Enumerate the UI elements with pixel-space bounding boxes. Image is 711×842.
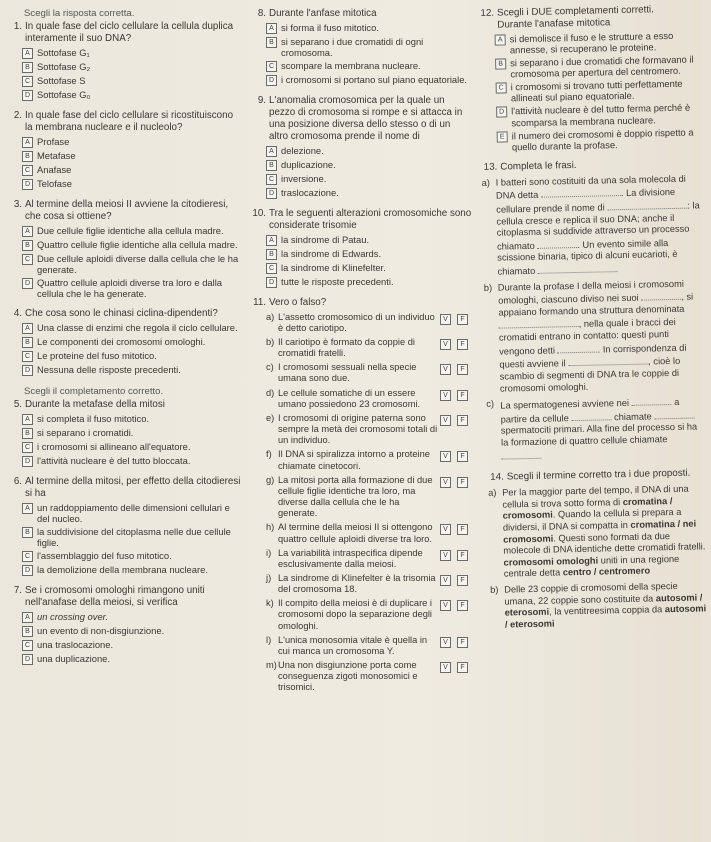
item-statement: Al termine della meiosi II si ottengono quattro cellule aploidi diverse tra loro. (278, 522, 433, 544)
option-text: si separano i due cromatidi di ogni cromosoma. (281, 35, 424, 59)
sentence-part: . Quando la cellula si prepara a dividersi, il DNA si compatta in (502, 507, 682, 533)
sentence-part: chiamate (613, 411, 652, 422)
sentence-part: : la cellula cresce e replica il suo DNA; anche il citoplasma si suddivide attraverso un processo chiamato (496, 200, 700, 252)
item-letter: i) (266, 547, 272, 558)
option-text: delezione. (281, 144, 324, 156)
option-b[interactable] (22, 427, 242, 439)
true-checkbox[interactable]: V (440, 364, 451, 375)
option-c[interactable] (22, 639, 242, 651)
true-false-item (266, 475, 472, 520)
blank-field[interactable] (571, 410, 611, 421)
false-checkbox[interactable]: F (457, 550, 468, 561)
sentence-part: La spermatogenesi avviene nei (500, 398, 630, 411)
checkbox[interactable]: C (266, 174, 277, 185)
option-d[interactable] (22, 277, 242, 299)
option-text: l'attività nucleare è del tutto bloccata. (37, 454, 191, 466)
item-letter: e) (266, 412, 275, 423)
checkbox[interactable]: A (22, 323, 33, 334)
checkbox[interactable]: A (266, 23, 277, 34)
option-text: la sindrome di Edwards. (281, 247, 382, 259)
fill-in-c (486, 394, 707, 463)
true-checkbox[interactable]: V (440, 524, 451, 535)
blank-field[interactable] (538, 262, 618, 274)
false-checkbox[interactable]: F (457, 451, 468, 462)
question-number: 5. (13, 399, 22, 410)
item-letter: j) (266, 572, 272, 583)
checkbox[interactable]: C (266, 263, 277, 274)
question-14 (488, 467, 711, 631)
false-checkbox[interactable]: F (457, 637, 468, 648)
term-choice[interactable]: cromatina / cromosomi (502, 495, 673, 521)
checkbox[interactable]: A (22, 48, 33, 59)
false-checkbox[interactable]: F (457, 314, 468, 325)
column-left (6, 8, 242, 674)
question-2 (6, 110, 242, 190)
item-statement: La sindrome di Klinefelter è la trisomia del cromosoma 18. (278, 572, 436, 595)
option-text: scompare la membrana nucleare. (281, 60, 421, 72)
true-checkbox[interactable]: V (440, 339, 451, 350)
sentence-part: a partire da cellule (500, 396, 680, 425)
option-text: Due cellule figlie identiche alla cellula madre. (37, 224, 224, 236)
sub-letter: c) (486, 398, 495, 410)
option-text: si separano i cromatidi. (37, 426, 134, 438)
question-text: Che cosa sono le chinasi ciclina-dipendenti? (25, 308, 218, 320)
term-choice[interactable]: autosomi / eterosomi (504, 603, 707, 630)
option-a[interactable] (22, 225, 242, 237)
option-b[interactable] (22, 336, 242, 348)
true-checkbox[interactable]: V (440, 451, 451, 462)
option-text: Le proteine del fuso mitotico. (37, 349, 157, 361)
option-c[interactable] (496, 78, 700, 104)
option-text: Sottofase S (37, 74, 86, 86)
checkbox[interactable]: B (22, 62, 33, 73)
option-text: Metafase (37, 149, 76, 161)
checkbox[interactable]: C (22, 351, 33, 362)
true-false-item (266, 522, 472, 544)
option-text: l'assemblaggio del fuso mitotico. (37, 550, 172, 562)
term-choice[interactable]: cromatina / nei cromosomi (503, 518, 697, 545)
option-text: si separano i due cromatidi che formavano il cromosoma per apertura del centromero. (510, 53, 694, 80)
question-text: Al termine della meiosi II avviene la citodieresi, che cosa si ottiene? (25, 198, 229, 222)
option-text: Sottofase G₂ (37, 60, 91, 72)
true-checkbox[interactable]: V (440, 415, 451, 426)
question-text: Durante l'anfase mitotica (269, 8, 377, 19)
true-checkbox[interactable]: V (440, 314, 451, 325)
true-checkbox[interactable]: V (440, 662, 451, 673)
question-text: Durante la metafase della mitosi (25, 399, 165, 410)
item-letter: k) (266, 598, 274, 609)
option-d[interactable] (22, 89, 242, 101)
checkbox[interactable]: D (22, 565, 33, 576)
option-text: Telofase (37, 177, 72, 189)
sentence-part: , la ventitreesima coppia da (548, 604, 663, 617)
checkbox[interactable]: A (22, 137, 33, 148)
true-checkbox[interactable]: V (440, 637, 451, 648)
option-c[interactable] (22, 75, 242, 87)
option-text: si demolisce il fuso e le strutture a esso annesse, si recuperano le proteine. (509, 29, 674, 56)
checkbox[interactable]: C (22, 442, 33, 453)
option-text: si completa il fuso mitotico. (37, 412, 150, 424)
option-text: Quattro cellule figlie identiche alla cellula madre. (37, 238, 238, 250)
item-letter: g) (266, 474, 275, 485)
question-number: 11. (253, 296, 266, 308)
option-text: la sindrome di Patau. (281, 233, 370, 245)
sub-letter: a) (488, 487, 497, 498)
true-false-item (266, 388, 472, 410)
true-false-item (266, 413, 472, 446)
option-text: una duplicazione. (37, 653, 110, 665)
sub-letter: a) (481, 177, 491, 188)
question-instruction: Scegli il termine corretto tra i due proposti. (506, 467, 691, 483)
term-choice[interactable]: autosomi / eterosomi (504, 592, 703, 618)
checkbox[interactable]: D (266, 188, 277, 199)
checkbox[interactable]: D (266, 75, 277, 86)
true-checkbox[interactable]: V (440, 550, 451, 561)
sentence-part: Durante la profase I della meiosi i cromosomi omologhi, ciascuno diviso nei suoi (497, 278, 684, 306)
option-text: Due cellule aploidi diverse dalla cellula che le ha generate. (37, 252, 239, 275)
sentence-part: . In corrispondenza di questi avviene il (499, 342, 687, 370)
option-c[interactable] (22, 253, 242, 275)
option-c[interactable] (22, 441, 242, 453)
question-number: 2. (13, 109, 22, 121)
blank-field[interactable] (557, 342, 597, 353)
true-checkbox[interactable]: V (440, 575, 451, 586)
true-false-item (266, 635, 472, 657)
fill-in-a (482, 173, 704, 278)
option-text: l'attività nucleare è del tutto ferma perché è scomparsa la membrana nucleare. (511, 102, 691, 128)
option-c[interactable] (266, 60, 472, 72)
checkbox[interactable]: B (266, 37, 277, 48)
question-number: 13. (483, 161, 498, 173)
option-text: il numero dei cromosomi è doppio rispetto a quello durante la profase. (511, 126, 694, 153)
item-letter: a) (266, 311, 275, 322)
blank-field[interactable] (654, 408, 694, 419)
option-text: una traslocazione. (37, 639, 114, 651)
question-number: 14. (490, 471, 504, 484)
option-b[interactable] (495, 53, 699, 79)
option-e[interactable] (497, 126, 701, 152)
blank-field[interactable] (641, 290, 681, 301)
checkbox[interactable]: D (22, 654, 33, 665)
option-a[interactable] (266, 234, 472, 246)
option-c[interactable] (22, 164, 242, 176)
blank-field[interactable] (537, 238, 577, 249)
false-checkbox[interactable]: F (457, 575, 468, 586)
item-letter: l) (266, 634, 272, 645)
sentence-part: Delle 23 coppie di cromosomi della specie umana, 22 coppie sono costituite da (504, 580, 678, 607)
instruction-choose-completion: Scegli il completamento corretto. (24, 385, 164, 397)
option-a[interactable] (22, 136, 242, 148)
item-statement: L'assetto cromosomico di un individuo è detto cariotipo. (278, 311, 435, 333)
question-9 (250, 95, 472, 199)
question-text: L'anomalia cromosomica per la quale un pezzo di cromosoma si rompe e si attacca in una posizione diversa dello stesso o di un altro cromosoma prende il nome di (269, 95, 463, 142)
question-number: 9. (257, 95, 266, 107)
option-d[interactable] (266, 276, 472, 288)
question-4 (6, 308, 242, 376)
option-d[interactable] (22, 364, 242, 376)
question-text: Al termine della mitosi, per effetto della citodieresi si ha (25, 475, 241, 499)
option-text: un evento di non-disgiunzione. (37, 625, 165, 637)
sentence-part: , cioè lo scambio di segmenti di DNA tra le coppie di cromosomi omologhi. (499, 356, 681, 394)
checkbox[interactable]: B (266, 249, 277, 260)
option-text: Quattro cellule aploidi diverse tra loro e dalla cellula che le ha generate. (37, 276, 222, 299)
question-number: 4. (13, 308, 22, 320)
question-1 (6, 21, 242, 101)
item-statement: Il compito della meiosi è di duplicare i cromosomi dopo la separazione degli omologhi. (278, 598, 433, 631)
option-text: traslocazione. (281, 186, 339, 198)
term-choice[interactable]: cromosomi omologhi (503, 555, 599, 568)
checkbox[interactable]: B (22, 240, 33, 251)
item-letter: c) (266, 362, 274, 373)
false-checkbox[interactable]: F (457, 524, 468, 535)
question-5 (6, 399, 242, 467)
item-statement: Il cariotipo è formato da coppie di cromatidi fratelli. (278, 337, 415, 359)
option-b[interactable] (22, 61, 242, 73)
question-6 (6, 476, 242, 576)
false-checkbox[interactable]: F (457, 662, 468, 673)
option-a[interactable] (266, 22, 472, 34)
option-d[interactable] (22, 455, 242, 467)
option-a[interactable] (22, 502, 242, 524)
true-false-item (266, 449, 472, 471)
checkbox[interactable]: A (22, 612, 33, 623)
question-12 (478, 3, 701, 152)
option-text: duplicazione. (281, 158, 336, 170)
question-text: Vero o falso? (269, 296, 327, 308)
option-text: la suddivisione del citoplasma nelle due cellule figlie. (37, 526, 231, 549)
checkbox[interactable]: B (22, 428, 33, 439)
true-checkbox[interactable]: V (440, 600, 451, 611)
true-false-item (266, 573, 472, 595)
true-false-item (266, 362, 472, 384)
checkbox[interactable]: A (495, 34, 506, 45)
item-statement: I cromosomi sessuali nella specie umana sono due. (278, 362, 417, 384)
checkbox[interactable]: C (496, 83, 507, 94)
question-text: Se i cromosomi omologhi rimangono uniti nell'anafase della meiosi, si verifica (25, 585, 205, 609)
item-statement: L'unica monosomia vitale è quella in cui manca un cromosoma Y. (278, 634, 428, 656)
option-text: la sindrome di Klinefelter. (281, 261, 386, 273)
item-statement: Il DNA si spiralizza intorno a proteine chiamate cinetocori. (278, 449, 430, 471)
option-c[interactable] (266, 262, 472, 274)
sentence-part: spermatociti primari. Alla fine del processo si ha la formazione di quattro cellule chiamate (500, 421, 698, 448)
option-d[interactable] (266, 74, 472, 86)
sentence-part: . La divisione cellulare prende il nome di (496, 187, 676, 215)
sub-letter: b) (490, 584, 499, 595)
fill-in-b (484, 278, 706, 395)
true-checkbox[interactable]: V (440, 390, 451, 401)
option-text: Sottofase G₀ (37, 88, 91, 100)
question-13 (481, 157, 707, 463)
false-checkbox[interactable]: F (457, 415, 468, 426)
checkbox[interactable]: D (22, 90, 33, 101)
true-false-item (266, 337, 472, 359)
option-b[interactable] (266, 159, 472, 171)
checkbox[interactable]: A (22, 503, 33, 514)
question-8 (250, 8, 472, 86)
option-a[interactable] (22, 322, 242, 334)
option-a[interactable] (22, 611, 242, 623)
question-number: 10. (252, 207, 266, 219)
option-text: la demolizione della membrana nucleare. (37, 564, 208, 576)
item-statement: Una non disgiunzione porta come conseguenza zigoti monosomici e trisomici. (278, 660, 418, 693)
option-a[interactable] (495, 29, 699, 55)
option-text: Anafase (37, 163, 72, 175)
option-b[interactable] (22, 150, 242, 162)
checkbox[interactable]: D (266, 277, 277, 288)
option-b[interactable] (22, 526, 242, 548)
checkbox[interactable]: B (266, 160, 277, 171)
option-text: Profase (37, 135, 70, 147)
question-instruction: Completa le frasi. (500, 159, 577, 173)
sentence-part: uniti in una regione centrale detta (503, 553, 680, 579)
option-c[interactable] (22, 550, 242, 562)
option-c[interactable] (22, 350, 242, 362)
sentence-part: Per la maggior parte del tempo, il DNA di una cellula si trova sotto forma di (502, 483, 689, 510)
checkbox[interactable]: A (22, 414, 33, 425)
item-statement: Le cellule somatiche di un essere umano possiedono 23 cromosomi. (278, 387, 421, 409)
true-checkbox[interactable]: V (440, 477, 451, 488)
checkbox[interactable]: B (22, 337, 33, 348)
option-text: un raddoppiamento delle dimensioni cellulari e del nucleo. (37, 501, 230, 524)
option-c[interactable] (266, 173, 472, 185)
blank-field[interactable] (499, 317, 579, 329)
false-checkbox[interactable]: F (457, 364, 468, 375)
checkbox[interactable]: A (266, 235, 277, 246)
true-false-list (266, 312, 472, 694)
false-checkbox[interactable]: F (457, 477, 468, 488)
sentence-part: . Questi sono formati da due molecole di DNA identiche dette cromatidi fratelli. (503, 530, 706, 556)
question-number: 3. (13, 198, 22, 210)
option-a[interactable] (266, 145, 472, 157)
false-checkbox[interactable]: F (457, 600, 468, 611)
checkbox[interactable]: B (22, 626, 33, 637)
sentence-part: . Un evento simile alla scissione binaria, tipico di alcuni eucarioti, è chiamato (497, 237, 678, 277)
option-d[interactable] (496, 102, 700, 128)
instruction-choose-answer: Scegli la risposta corretta. (24, 8, 135, 19)
option-text: Nessuna delle risposte precedenti. (37, 363, 181, 375)
sentence-part: , si appaiano formando una struttura denominata (498, 291, 694, 318)
checkbox[interactable]: C (22, 551, 33, 562)
option-text: Sottofase G₁ (37, 46, 90, 58)
checkbox[interactable]: A (266, 146, 277, 157)
question-number: 6. (13, 475, 22, 487)
item-statement: La mitosi porta alla formazione di due cellule figlie identiche tra loro, ma diverse dalla cellula che le ha generate. (278, 474, 433, 519)
choice-a (488, 483, 710, 580)
question-text: Tra le seguenti alterazioni cromosomiche sono considerate trisomie (269, 207, 472, 231)
option-a[interactable] (22, 413, 242, 425)
checkbox[interactable]: A (22, 226, 33, 237)
checkbox[interactable]: C (22, 76, 33, 87)
item-letter: h) (266, 522, 275, 533)
option-text: i cromosomi si trovano tutti perfettamente allineati sul piano equatoriale. (510, 77, 683, 104)
blank-field[interactable] (607, 199, 687, 211)
sentence-part: , nella quale i bracci dei cromatidi entrano in contatto: questi punti vengono detti (498, 317, 676, 357)
blank-field[interactable] (541, 186, 621, 198)
question-11 (250, 297, 472, 694)
question-text: In quale fase del ciclo cellulare la cellula duplica interamente il suo DNA? (25, 21, 234, 44)
checkbox[interactable]: D (22, 365, 33, 376)
question-number: 1. (13, 21, 22, 33)
checkbox[interactable]: D (22, 278, 33, 289)
blank-field[interactable] (568, 355, 648, 367)
option-d[interactable] (22, 653, 242, 665)
option-text: tutte le risposte precedenti. (281, 275, 394, 287)
question-3 (6, 199, 242, 299)
sentence-part: I batteri sono costituiti da una sola molecola di DNA detta (495, 173, 686, 202)
option-text: Una classe di enzimi che regola il ciclo cellulare. (37, 321, 238, 333)
option-text: Le componenti dei cromosomi omologhi. (37, 335, 206, 347)
option-d[interactable] (22, 564, 242, 576)
false-checkbox[interactable]: F (457, 390, 468, 401)
option-b[interactable] (266, 248, 472, 260)
question-number: 7. (13, 585, 22, 597)
option-text: inversione. (281, 172, 327, 184)
item-letter: d) (266, 387, 275, 398)
true-false-item (266, 548, 472, 570)
option-text: un crossing over. (37, 611, 109, 623)
checkbox[interactable]: E (497, 131, 508, 142)
option-text: i cromosomi si portano sul piano equatoriale. (281, 74, 468, 86)
option-text: i cromosomi si allineano all'equatore. (37, 440, 191, 452)
question-instruction: Scegli i DUE completamenti corretti. (496, 4, 655, 19)
item-letter: f) (266, 449, 272, 460)
item-letter: m) (266, 660, 277, 671)
true-false-item (266, 660, 472, 693)
option-b[interactable] (266, 36, 472, 58)
choice-b (490, 580, 711, 631)
question-subtitle: Durante l'anafase mitotica (497, 17, 611, 31)
option-a[interactable] (22, 47, 242, 59)
checkbox[interactable]: D (22, 179, 33, 190)
checkbox[interactable]: C (22, 254, 33, 265)
checkbox[interactable]: D (496, 107, 507, 118)
blank-field[interactable] (501, 448, 541, 459)
checkbox[interactable]: C (22, 640, 33, 651)
true-false-item (266, 598, 472, 631)
column-right (478, 3, 711, 640)
term-choice[interactable]: centro / centromero (562, 565, 651, 578)
option-b[interactable] (22, 239, 242, 251)
sub-letter: b) (483, 282, 493, 293)
checkbox[interactable]: C (22, 165, 33, 176)
question-7 (6, 585, 242, 665)
checkbox[interactable]: B (22, 151, 33, 162)
option-b[interactable] (22, 625, 242, 637)
item-letter: b) (266, 337, 275, 347)
question-10 (250, 208, 472, 288)
column-middle (250, 8, 472, 703)
item-statement: I cromosomi di origine paterna sono sempre la metà dei cromosomi totali di un individuo. (278, 412, 438, 446)
option-text: si forma il fuso mitotico. (281, 21, 379, 33)
checkbox[interactable]: D (22, 456, 33, 467)
true-false-item (266, 312, 472, 334)
checkbox[interactable]: B (495, 58, 506, 69)
option-d[interactable] (266, 187, 472, 199)
question-number: 12. (480, 7, 495, 19)
option-d[interactable] (22, 178, 242, 190)
false-checkbox[interactable]: F (457, 339, 468, 350)
question-text: In quale fase del ciclo cellulare si ricostituiscono la membrana nucleare e il nucleolo? (25, 109, 234, 133)
blank-field[interactable] (631, 395, 671, 406)
question-number: 8. (257, 8, 266, 19)
checkbox[interactable]: B (22, 527, 33, 538)
item-statement: La variabilità intraspecifica dipende esclusivamente dalla meiosi. (278, 547, 423, 569)
checkbox[interactable]: C (266, 61, 277, 72)
